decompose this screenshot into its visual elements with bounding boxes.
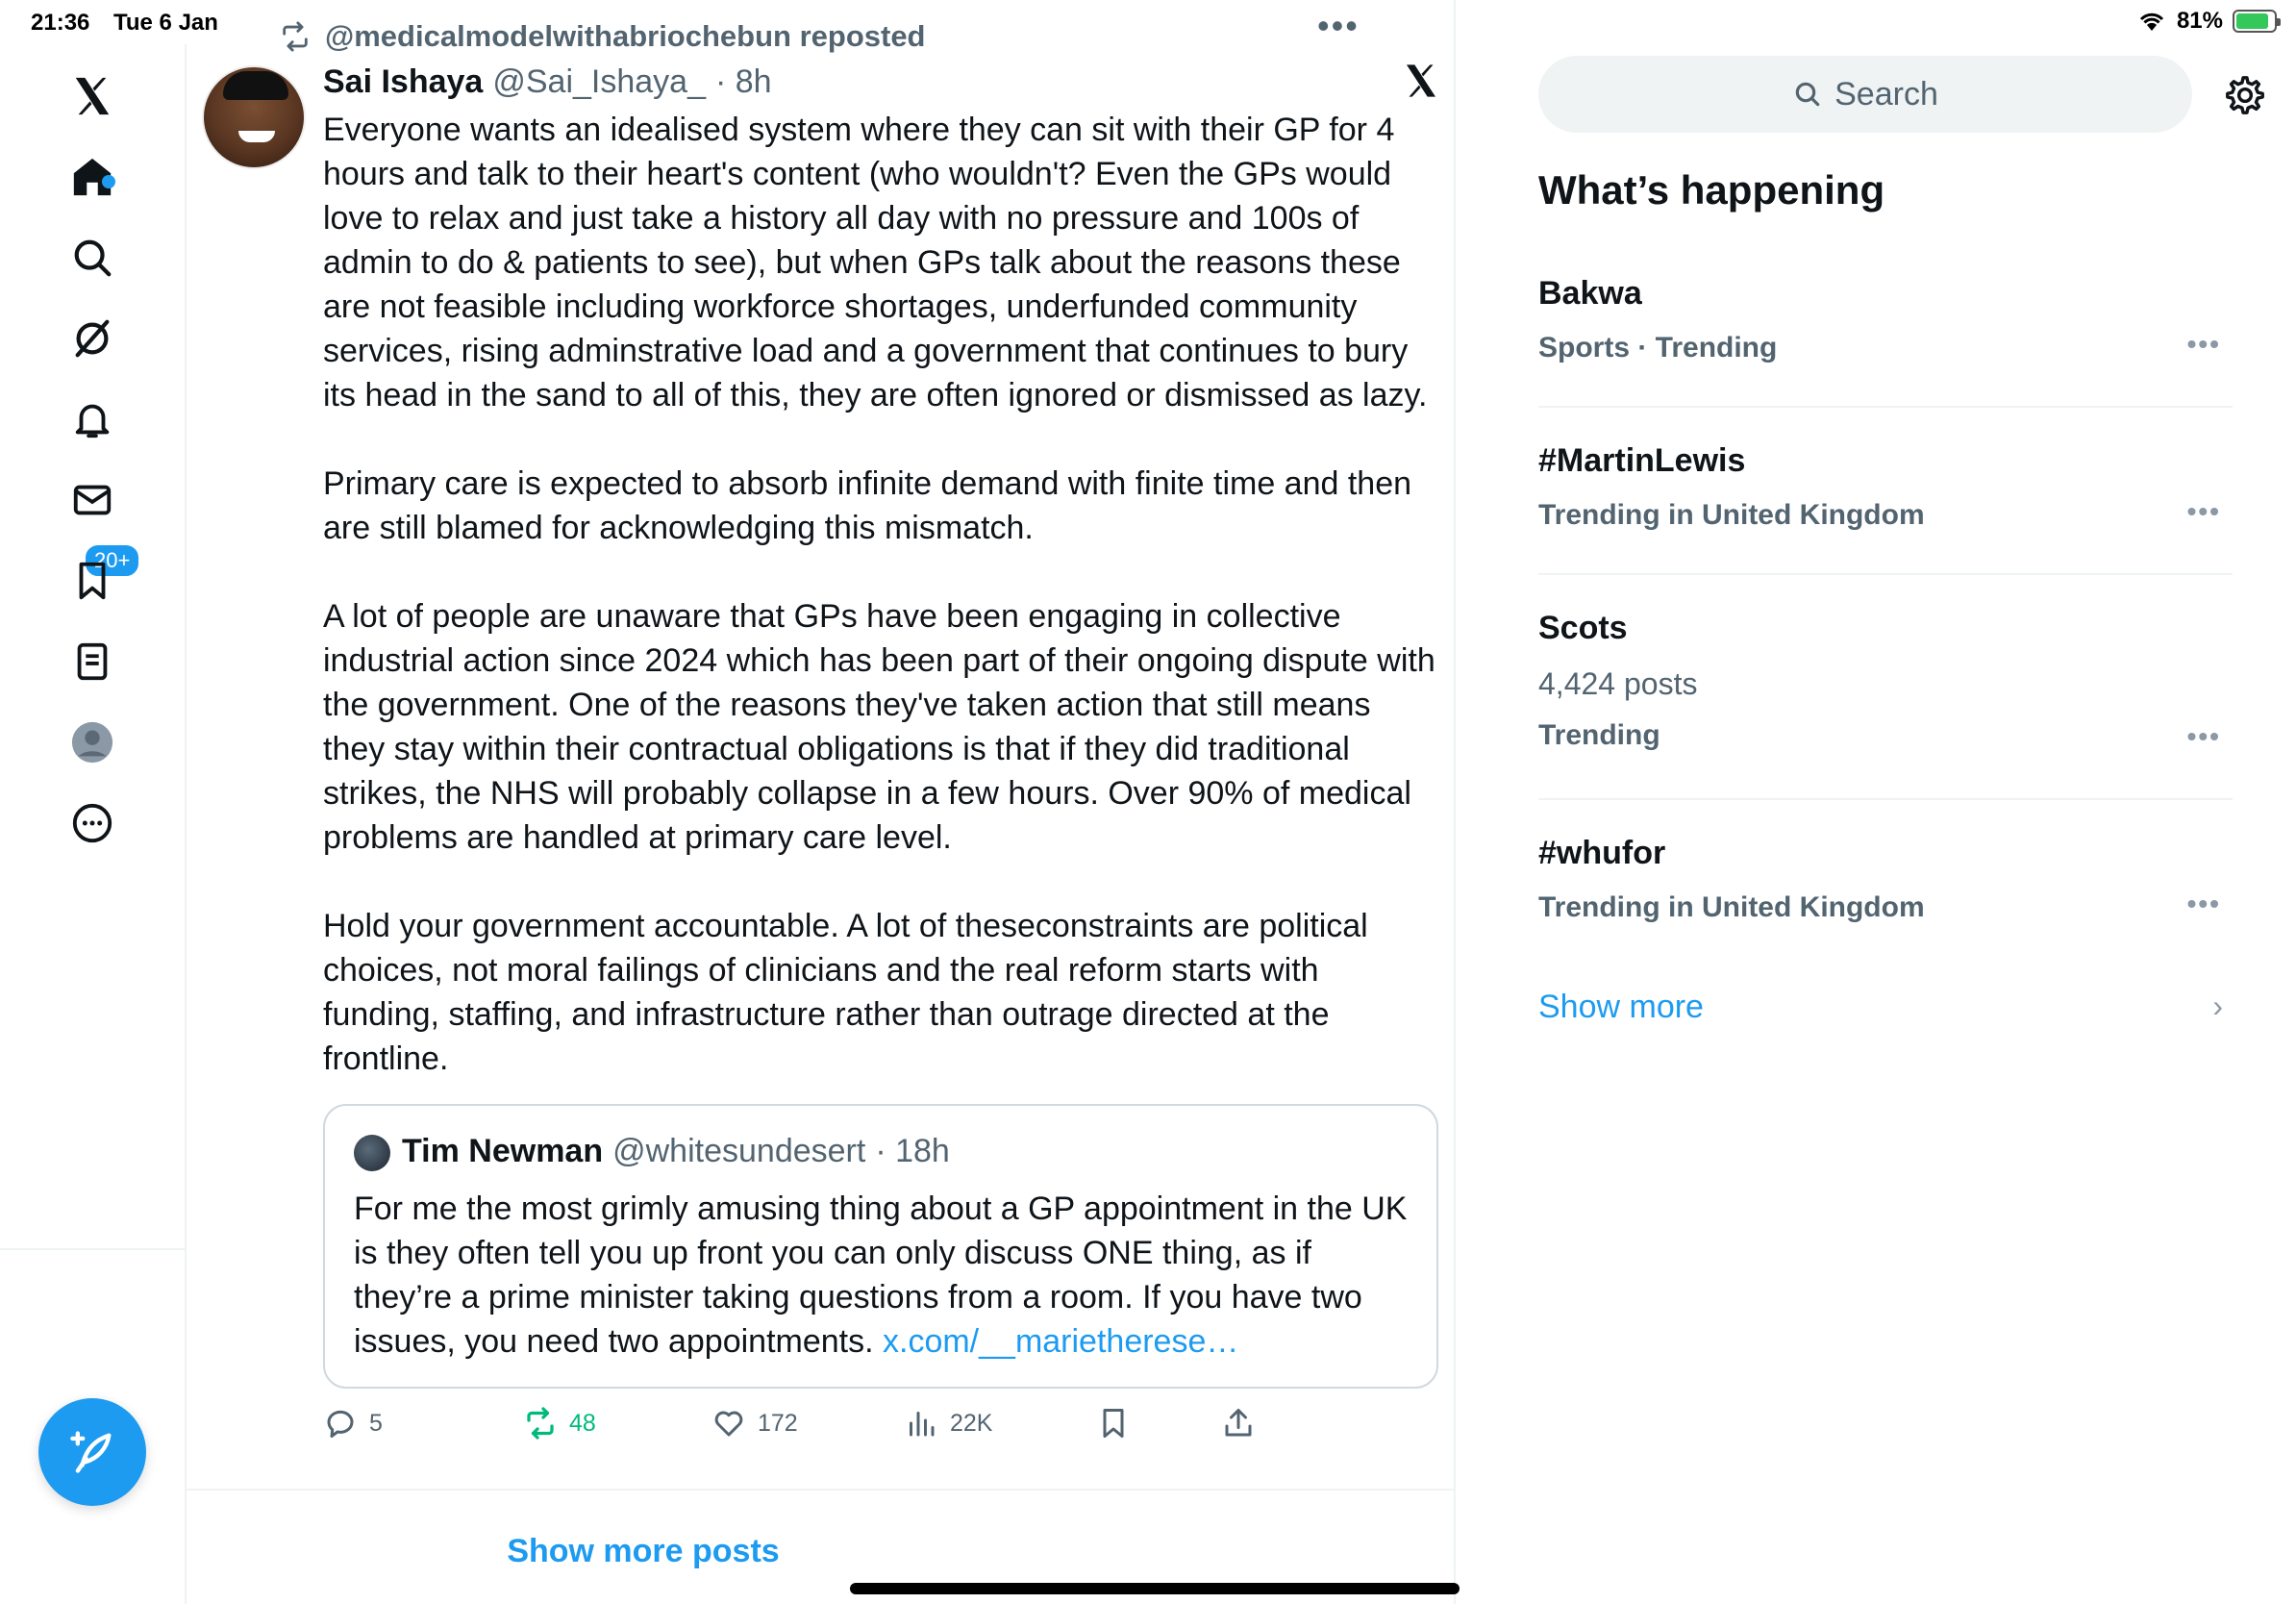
quote-time: · 18h [875,1133,950,1169]
reply-count: 5 [369,1409,383,1437]
quote-author-handle: @whitesundesert [612,1133,866,1169]
whats-happening-heading: What’s happening [1538,167,1885,213]
quote-link[interactable]: x.com/__marietherese… [883,1323,1239,1360]
status-time: 21:36 [31,10,90,36]
battery-icon [2233,10,2277,33]
x-logo-icon[interactable] [62,65,123,127]
show-more-posts-link[interactable]: Show more posts [507,1533,780,1569]
trend-item[interactable] [1538,835,2233,940]
repost-label: @medicalmodelwithabriochebun reposted [325,19,926,53]
lists-icon[interactable] [62,631,123,692]
trend-meta: Sports · Trending [1538,332,1778,363]
quote-body: For me the most grimly amusing thing about a GP appointment in the UK is they often tell you up front you can only discuss ONE thing, as if they’re a prime minister taking questions from a room. If you have two issues, you need two appointments. [354,1190,1408,1360]
trend-title: #MartinLewis [1538,442,1746,479]
search-icon [1792,79,1823,110]
nav-divider [0,1248,187,1250]
search-input[interactable] [1538,56,2192,133]
chevron-right-icon: › [2212,989,2223,1023]
tweet-time[interactable]: · 8h [715,63,772,100]
trend-divider [1538,798,2233,800]
tweet-actions [323,1406,1438,1454]
more-options-icon[interactable] [62,792,123,854]
share-icon [1221,1406,1256,1441]
trend-divider [1538,406,2233,408]
bell-icon[interactable] [62,388,123,450]
trend-post-count: 4,424 posts [1538,666,1698,701]
reply-button[interactable] [323,1406,383,1441]
trend-more-icon[interactable]: ••• [2186,889,2221,918]
repost-header[interactable] [279,19,926,54]
repost-count: 48 [569,1409,596,1437]
timeline-divider [187,1489,1456,1491]
mail-icon[interactable] [62,469,123,531]
author-avatar[interactable] [202,65,306,169]
tweet-author[interactable] [323,63,772,101]
trend-item[interactable] [1538,610,2233,764]
trend-divider [1538,573,2233,575]
trend-more-icon[interactable]: ••• [2186,329,2221,359]
search-icon[interactable] [62,227,123,288]
tweet-text: Everyone wants an idealised system where they can sit with their GP for 4 hours and talk to their heart's content (who wouldn't? Even the GPs would love to relax and just take a history all day with no pressure and 100s of admin to do & patients to see), but when GPs talk about the reasons these are not feasible including workforce shortages, underfunded community services, rising adminstrative load and a government that continues to bury its head in the sand to all of this, they are often ignored or dismissed as lazy. Primary care is expected to absorb infinite demand with finite time and then are still blamed for acknowledging this mismatch. A lot of people are unaware that GPs have been engaging in collective industrial action since 2024 which has been part of their ongoing dispute with the government. One of the reasons they've taken action that still means they stay within their contractual obligations is that if they did traditional strikes, the NHS will probably collapse in a few hours. Over 90% of medical problems are handled at primary care level. Hold your government accountable. A lot of theseconstraints are political choices, not moral failings of clinicians and the real reform starts with funding, staffing, and infrastructure rather than outrage directed at the frontline. [323,112,1435,1077]
quote-author [402,1133,950,1170]
like-count: 172 [758,1409,798,1437]
home-notification-dot [102,175,115,188]
quote-tweet[interactable] [323,1104,1438,1389]
trend-meta: Trending in United Kingdom [1538,499,1925,531]
trend-title: Bakwa [1538,275,1642,312]
author-handle[interactable]: @Sai_Ishaya_ [492,63,706,100]
trend-item[interactable] [1538,442,2233,548]
grok-icon[interactable] [62,308,123,369]
main-timeline [187,0,1456,1604]
notifications-badge: 20+ [83,542,141,579]
like-button[interactable] [711,1406,798,1441]
heart-icon [711,1406,746,1441]
show-more-label: Show more [1538,989,1704,1025]
quote-text [354,1187,1411,1364]
author-name[interactable]: Sai Ishaya [323,63,484,100]
trend-meta: Trending in United Kingdom [1538,891,1925,923]
search-placeholder: Search [1834,75,1938,113]
repost-button[interactable] [523,1406,596,1441]
bookmark-icon[interactable] [62,550,123,612]
battery-percent: 81% [2176,8,2223,34]
profile-avatar-icon[interactable] [62,712,123,773]
quote-author-name: Tim Newman [402,1133,604,1169]
compose-feather-icon [67,1427,117,1477]
gear-icon[interactable] [2223,73,2267,117]
views-button[interactable] [904,1406,992,1441]
repost-icon [523,1406,558,1441]
trend-title: Scots [1538,610,1628,646]
views-chart-icon [904,1406,938,1441]
status-date: Tue 6 Jan [113,10,218,36]
share-button[interactable] [1221,1406,1256,1441]
left-nav [0,44,187,1604]
trend-more-icon[interactable]: ••• [2186,721,2221,751]
trend-meta: Trending [1538,719,1660,751]
repost-icon [279,20,312,53]
home-indicator[interactable] [850,1583,1460,1594]
trend-item[interactable] [1538,275,2233,381]
compose-button[interactable] [38,1398,146,1506]
trend-more-icon[interactable]: ••• [2186,496,2221,526]
reply-icon [323,1406,358,1441]
top-more-dots-icon[interactable]: ••• [1317,6,1360,45]
status-right [2136,8,2277,35]
show-more-trends-link[interactable] [1538,989,2233,1026]
bookmark-icon [1096,1406,1131,1441]
bookmark-button[interactable] [1096,1406,1131,1441]
views-count: 22K [950,1409,993,1437]
wifi-icon [2136,10,2167,33]
x-logo-icon[interactable] [1402,62,1440,100]
trend-title: #whufor [1538,835,1666,871]
quote-author-avatar [354,1135,390,1171]
